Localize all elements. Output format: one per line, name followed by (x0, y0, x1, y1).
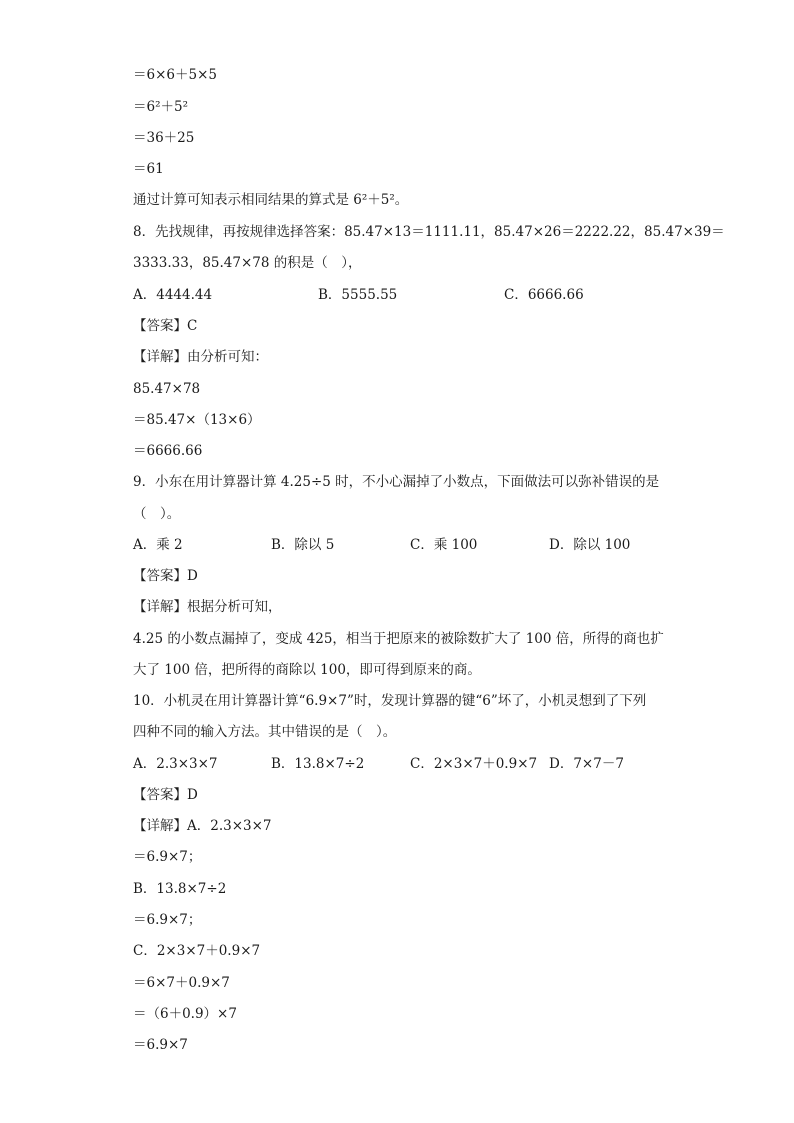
q10-step: B．13.8×7÷2 (133, 881, 227, 897)
q8-stem: 8．先找规律，再按规律选择答案：85.47×13＝1111.11，85.47×26＝2222.22，85.47×39＝ (133, 224, 725, 240)
q8-step: 85.47×78 (133, 381, 201, 397)
calc-line: ＝36＋25 (133, 130, 195, 146)
q8-option-b: B．5555.55 (318, 287, 398, 303)
q10-step: ＝6.9×7； (133, 849, 202, 865)
q10-answer: 【答案】D (133, 787, 198, 803)
q10-step: C．2×3×7＋0.9×7 (133, 943, 261, 959)
q8-detail: 【详解】由分析可知： (133, 349, 268, 365)
q9-explain: 大了 100 倍，把所得的商除以 100，即可得到原来的商。 (133, 662, 481, 678)
q8-option-a: A．4444.44 (133, 287, 213, 303)
q8-stem: 3333.33，85.47×78 的积是（ ）， (133, 255, 362, 271)
q10-stem: 10．小机灵在用计算器计算“6.9×7”时，发现计算器的键“6”坏了，小机灵想到了下列 (133, 693, 647, 709)
q9-detail: 【详解】根据分析可知， (133, 599, 282, 615)
q10-step: ＝（6＋0.9）×7 (133, 1006, 237, 1022)
q9-option-c: C．乘 100 (410, 537, 478, 553)
q10-step: ＝6×7＋0.9×7 (133, 975, 230, 991)
q9-option-b: B．除以 5 (271, 537, 335, 553)
q9-answer: 【答案】D (133, 568, 198, 584)
q9-option-d: D．除以 100 (549, 537, 631, 553)
q10-option-a: A．2.3×3×7 (133, 756, 218, 772)
calc-line: ＝61 (133, 161, 164, 177)
q10-option-c: C．2×3×7＋0.9×7 (410, 756, 538, 772)
q10-detail: 【详解】A．2.3×3×7 (133, 818, 272, 834)
q10-step: ＝6.9×7； (133, 912, 202, 928)
q10-option-b: B．13.8×7÷2 (271, 756, 365, 772)
calc-line: ＝6²＋5² (133, 99, 189, 115)
q8-option-c: C．6666.66 (504, 287, 584, 303)
q10-option-d: D．7×7－7 (549, 756, 624, 772)
q9-explain: 4.25 的小数点漏掉了，变成 425，相当于把原来的被除数扩大了 100 倍，所得的商也扩 (133, 631, 664, 647)
q8-answer: 【答案】C (133, 318, 198, 334)
conclusion-text: 通过计算可知表示相同结果的算式是 6²＋5²。 (133, 192, 409, 208)
q9-stem: 9．小东在用计算器计算 4.25÷5 时，不小心漏掉了小数点，下面做法可以弥补错误的是 (133, 474, 660, 490)
q8-step: ＝85.47×（13×6） (133, 412, 261, 428)
q10-stem: 四种不同的输入方法。其中错误的是（ ）。 (133, 724, 397, 740)
q8-step: ＝6666.66 (133, 443, 203, 459)
q9-stem: （ ）。 (133, 506, 181, 522)
q10-step: ＝6.9×7 (133, 1037, 188, 1053)
calc-line: ＝6×6＋5×5 (133, 67, 217, 83)
q9-option-a: A．乘 2 (133, 537, 183, 553)
